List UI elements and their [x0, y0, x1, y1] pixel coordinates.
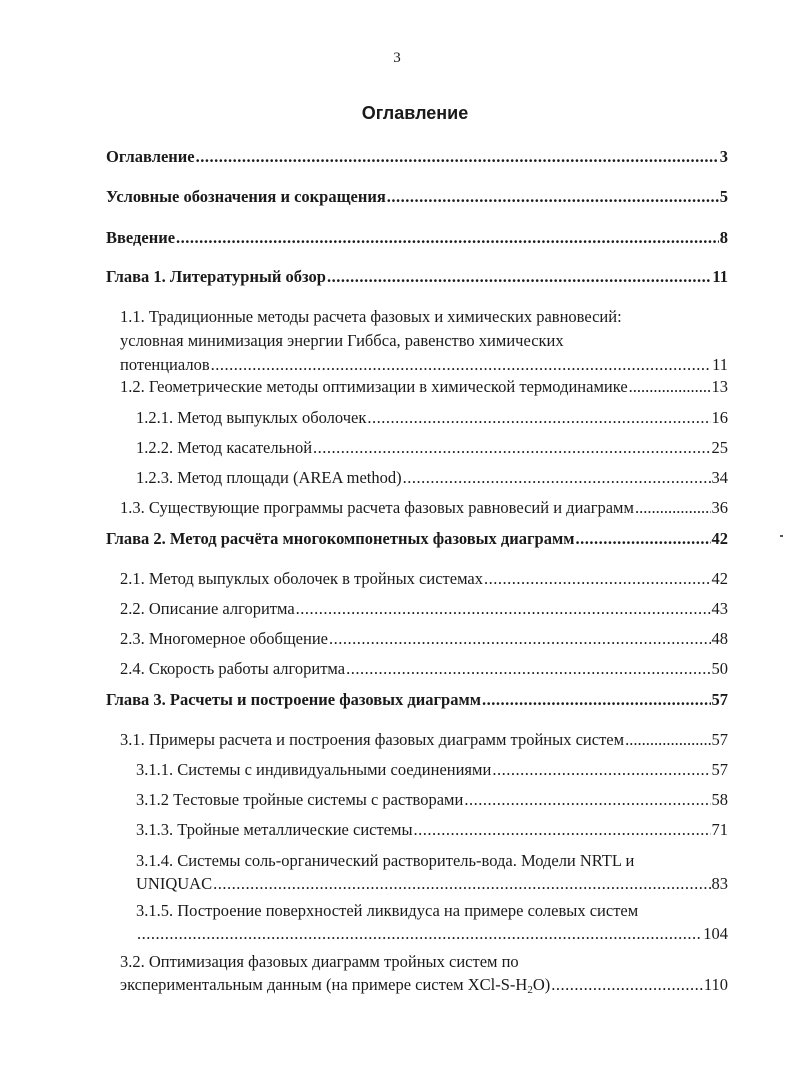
dot-leader	[635, 497, 711, 518]
scan-artifact	[780, 535, 783, 537]
toc-page-number: 16	[711, 408, 728, 427]
toc-page-number: 11	[712, 267, 728, 286]
dot-leader	[329, 628, 711, 649]
toc-entry-1-2-2[interactable]	[136, 437, 728, 458]
toc-entry-3-1-5[interactable]	[136, 899, 728, 945]
dot-leader	[551, 973, 703, 996]
toc-entry-title: 3.1.3. Тройные металлические системы	[136, 820, 413, 839]
dot-leader	[137, 922, 702, 945]
toc-entry-title-line	[120, 973, 550, 1002]
toc-page-number: 57	[711, 760, 728, 779]
dot-leader	[387, 186, 719, 207]
toc-entry-title: 3.1.2 Тестовые тройные системы с растворами	[136, 790, 464, 809]
toc-entry-3-2[interactable]	[120, 950, 728, 1002]
toc-entry-title-line: условная минимизация энергии Гиббса, равенство химических	[120, 331, 564, 350]
toc-page-number: 5	[719, 187, 728, 206]
toc-entry-title: 1.2.3. Метод площади (AREA method)	[136, 468, 402, 487]
toc-page-number: 110	[703, 975, 728, 994]
dot-leader	[327, 266, 711, 287]
toc-entry-title: 2.4. Скорость работы алгоритма	[120, 659, 346, 678]
toc-page-number: 83	[711, 874, 728, 893]
toc-entry-1-2-1[interactable]	[136, 407, 728, 428]
toc-entry-2-3[interactable]	[120, 628, 728, 649]
dot-leader	[492, 759, 710, 780]
toc-entry-title-line: потенциалов	[120, 355, 210, 374]
toc-entry-title: Введение	[106, 228, 176, 247]
toc-entry-title-line: 3.1.5. Построение поверхностей ликвидуса на примере солевых систем	[136, 901, 639, 920]
dot-leader	[346, 658, 710, 679]
toc-entry-title-line: UNIQUAC	[136, 874, 213, 893]
toc-entry-title: Оглавление	[106, 147, 195, 166]
dot-leader	[196, 146, 719, 167]
toc-entry-1-2-3[interactable]	[136, 467, 728, 488]
toc-page-number: 42	[711, 529, 728, 548]
toc-page-number: 3	[719, 147, 728, 166]
toc-page-number: 57	[711, 690, 728, 709]
toc-entry-title: 1.2.1. Метод выпуклых оболочек	[136, 408, 367, 427]
toc-entry-3-1-1[interactable]	[136, 759, 728, 780]
toc-entry-title: 3.1.1. Системы с индивидуальными соединениями	[136, 760, 492, 779]
toc-entry-title: 2.3. Многомерное обобщение	[120, 629, 328, 648]
toc-entry-introduction[interactable]	[106, 227, 728, 248]
dot-leader	[211, 353, 711, 377]
toc-entry-title-line: 1.1. Традиционные методы расчета фазовых и химических равновесий:	[120, 307, 622, 326]
dot-leader	[575, 528, 710, 549]
toc-page-number: 57	[711, 730, 728, 749]
toc-entry-title: 1.2. Геометрические методы оптимизации в химической термодинамике	[120, 377, 628, 396]
dot-leader	[296, 598, 711, 619]
toc-page-number: 13	[711, 377, 728, 396]
toc-entry-title: Условные обозначения и сокращения	[106, 187, 386, 206]
dot-leader	[414, 819, 711, 840]
toc-page-number: 104	[703, 924, 728, 943]
toc-entry-chapter-2[interactable]	[106, 528, 728, 549]
dot-leader	[367, 407, 710, 428]
page-number: 3	[393, 50, 401, 66]
dot-leader	[484, 568, 711, 589]
toc-entry-title-text: O)	[532, 975, 551, 994]
dot-leader	[625, 729, 710, 750]
toc-entry-title: 1.3. Существующие программы расчета фазовых равновесий и диаграмм	[120, 498, 634, 517]
toc-title: Оглавление	[361, 103, 469, 123]
toc-entry-title: Глава 3. Расчеты и построение фазовых диаграмм	[106, 690, 481, 709]
toc-page-number: 42	[711, 569, 728, 588]
toc-entry-3-1-2[interactable]	[136, 789, 728, 810]
dot-leader	[482, 689, 711, 710]
dot-leader	[464, 789, 710, 810]
toc-entry-title-line: 3.1.4. Системы соль-органический растворитель-вода. Модели NRTL и	[136, 851, 635, 870]
dot-leader	[213, 872, 710, 895]
toc-entry-title: Глава 1. Литературный обзор	[106, 267, 326, 286]
toc-entry-chapter-3[interactable]	[106, 689, 728, 710]
toc-page-number: 34	[711, 468, 728, 487]
toc-entry-1-3[interactable]	[120, 497, 728, 518]
toc-entry-title: 1.2.2. Метод касательной	[136, 438, 313, 457]
toc-page-number: 71	[711, 820, 728, 839]
toc-page-number: 58	[711, 790, 728, 809]
toc-entry-title-line: 3.2. Оптимизация фазовых диаграмм тройных систем по	[120, 952, 519, 971]
toc-entry-2-2[interactable]	[120, 598, 728, 619]
toc-entry-title: 2.1. Метод выпуклых оболочек в тройных системах	[120, 569, 483, 588]
toc-entry-abbreviations[interactable]	[106, 186, 728, 207]
subscript: 2	[527, 984, 533, 996]
toc-page-number: 25	[711, 438, 728, 457]
toc-page-number: 36	[711, 498, 728, 517]
toc-entry-title: Глава 2. Метод расчёта многокомпонетных фазовых диаграмм	[106, 529, 575, 548]
toc-page-number: 8	[719, 228, 728, 247]
toc-entry-title: 3.1. Примеры расчета и построения фазовых диаграмм тройных систем	[120, 730, 625, 749]
toc-entry-3-1-4[interactable]	[136, 849, 728, 895]
toc-entry-title-text: экспериментальным данным (на примере систем XCl-S-H	[120, 975, 528, 994]
toc-entry-1-2[interactable]	[120, 376, 728, 397]
dot-leader	[313, 437, 710, 458]
dot-leader	[629, 376, 711, 397]
toc-entry-contents[interactable]	[106, 146, 728, 167]
toc-entry-3-1-3[interactable]	[136, 819, 728, 840]
dot-leader	[403, 467, 711, 488]
toc-entry-3-1[interactable]	[120, 729, 728, 750]
toc-page-number: 48	[711, 629, 728, 648]
toc-entry-chapter-1[interactable]	[106, 266, 728, 287]
toc-page-number: 43	[711, 599, 728, 618]
toc-entry-2-4[interactable]	[120, 658, 728, 679]
toc-page-number: 50	[711, 659, 728, 678]
toc-entry-title: 2.2. Описание алгоритма	[120, 599, 295, 618]
dot-leader	[176, 227, 719, 248]
toc-page-number: 11	[712, 355, 728, 374]
toc-entry-2-1[interactable]	[120, 568, 728, 589]
toc-entry-1-1[interactable]	[120, 305, 728, 377]
